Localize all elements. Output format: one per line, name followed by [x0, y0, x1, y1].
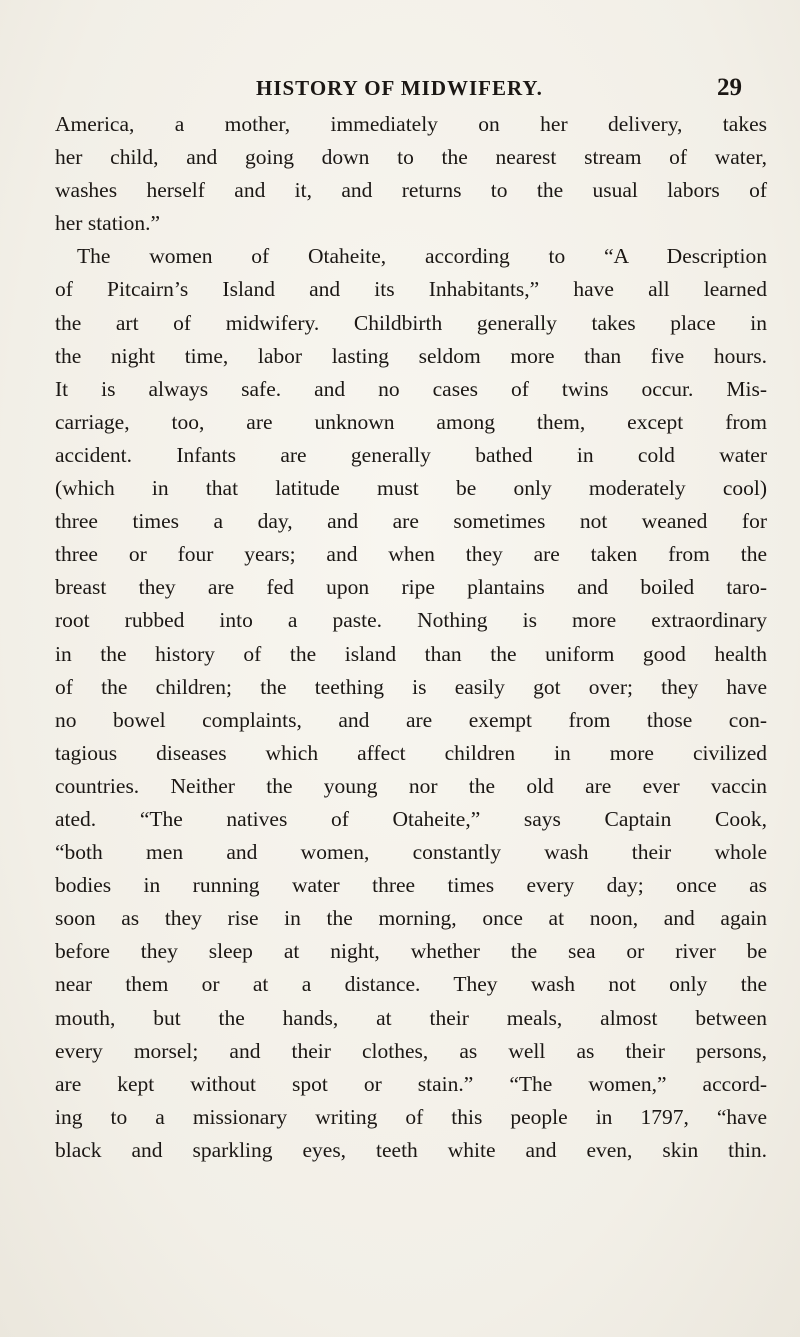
page-number: 29	[717, 74, 742, 101]
text-line: ing to a missionary writing of this people in 1797, “have	[55, 1104, 767, 1129]
text-line: breast they are fed upon ripe plantains and boiled taro-	[55, 575, 767, 600]
text-line: “both men and women, constantly wash their whole	[55, 840, 767, 865]
text-line: It is always safe. and no cases of twins occur. Mis-	[55, 376, 767, 401]
text-line: of Pitcairn’s Island and its Inhabitants,” have all learned	[55, 277, 767, 302]
text-line: every morsel; and their clothes, as well as their persons,	[55, 1038, 767, 1063]
running-head	[0, 76, 800, 106]
text-line: in the history of the island than the uniform good health	[55, 641, 767, 666]
text-line: before they sleep at night, whether the sea or river be	[55, 939, 767, 964]
text-line: near them or at a distance. They wash not only the	[55, 972, 767, 997]
text-line: the art of midwifery. Childbirth generally takes place in	[55, 310, 767, 335]
text-line: (which in that latitude must be only moderately cool)	[55, 476, 767, 501]
text-line: soon as they rise in the morning, once at noon, and again	[55, 906, 767, 931]
text-line: carriage, too, are unknown among them, except from	[55, 409, 767, 434]
text-line: her station.”	[55, 211, 161, 236]
text-line: no bowel complaints, and are exempt from those con-	[55, 707, 767, 732]
text-line: The women of Otaheite, according to “A Description	[77, 244, 767, 269]
text-line: of the children; the teething is easily got over; they have	[55, 674, 767, 699]
text-line: root rubbed into a paste. Nothing is more extraordinary	[55, 608, 767, 633]
text-line: bodies in running water three times every day; once as	[55, 873, 767, 898]
text-line: the night time, labor lasting seldom more than five hours.	[55, 343, 767, 368]
text-line: tagious diseases which affect children in more civilized	[55, 740, 767, 765]
text-line: are kept without spot or stain.” “The women,” accord-	[55, 1071, 767, 1096]
text-line: mouth, but the hands, at their meals, almost between	[55, 1005, 767, 1030]
text-line: countries. Neither the young nor the old are ever vaccin	[55, 773, 767, 798]
text-line: accident. Infants are generally bathed in cold water	[55, 442, 767, 467]
text-line: three or four years; and when they are taken from the	[55, 542, 767, 567]
body-text	[55, 108, 767, 1167]
text-line: three times a day, and are sometimes not weaned for	[55, 509, 767, 534]
text-line: her child, and going down to the nearest stream of water,	[55, 145, 767, 170]
running-head-title: HISTORY OF MIDWIFERY.	[256, 76, 543, 100]
text-line: America, a mother, immediately on her delivery, takes	[55, 112, 767, 136]
text-line: washes herself and it, and returns to the usual labors of	[55, 178, 767, 203]
text-line: ated. “The natives of Otaheite,” says Captain Cook,	[55, 806, 767, 831]
text-line: black and sparkling eyes, teeth white and even, skin thin.	[55, 1137, 767, 1162]
